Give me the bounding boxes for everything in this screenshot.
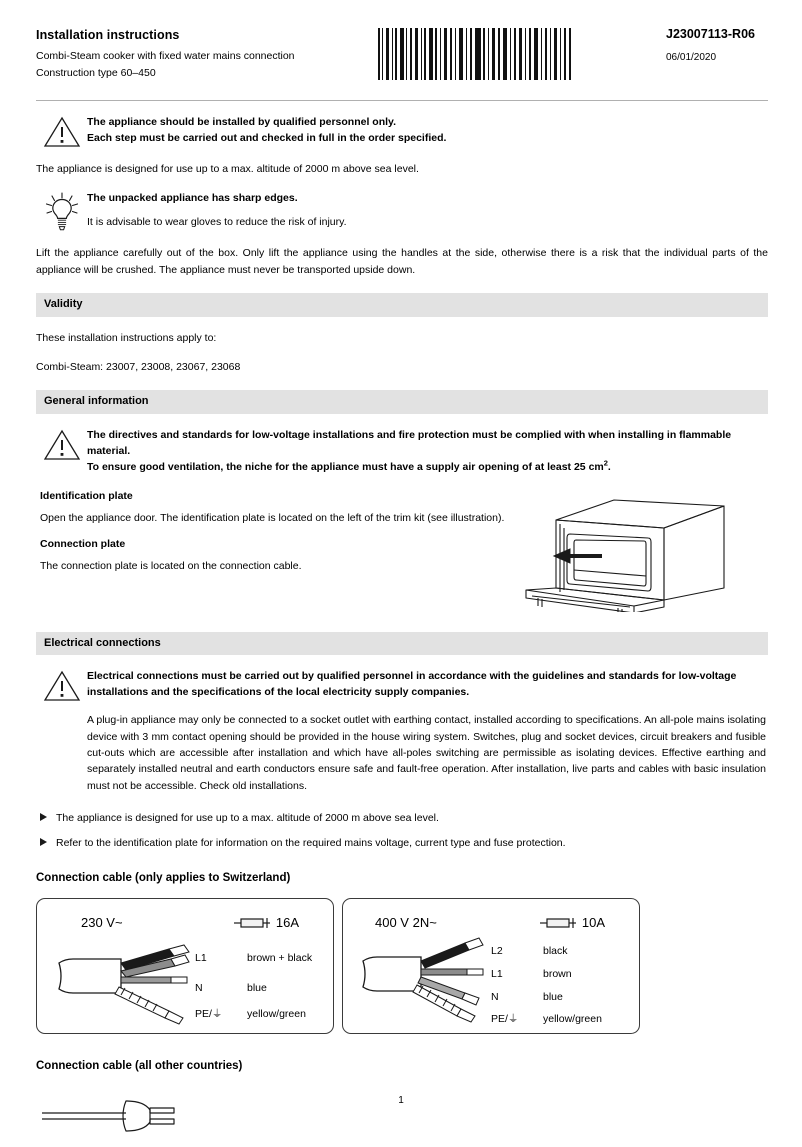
sharp-edges-tip-note [36,191,768,232]
list-item [36,810,768,826]
warning-triangle-icon [36,115,87,148]
cable-legend-row [195,1009,306,1020]
cable-fuse-rating: 10A [581,915,605,931]
cable-legend-tag: L1 [491,968,503,981]
document-number: J23007113-R06 [666,27,755,41]
cable-legend-tag: PE/⏚ [195,1008,223,1021]
connection-cable-switzerland-heading: Connection cable (only applies to Switzerland) [36,872,291,885]
fuse-icon [234,917,270,929]
lightbulb-icon [36,191,87,232]
cable-legend-tag: N [491,991,499,1004]
tip-heading: The unpacked appliance has sharp edges. [87,192,298,205]
validity-models: Combi-Steam: 23007, 23008, 23067, 23068 [36,360,241,373]
altitude-note: The appliance is designed for use up to a max. altitude of 2000 m above sea level. [36,163,419,175]
cable-wires-illustration-230v [47,929,207,1025]
cable-legend-tag: L2 [491,945,503,958]
cable-legend-tag: PE/⏚ [491,1013,519,1026]
ventilation-superscript: 2 [603,458,608,468]
cable-voltage-label: 400 V 2N~ [375,915,437,931]
bullet-text: Refer to the identification plate for information on the required mains voltage, current type and fuse protection. [56,837,566,850]
cable-fuse-group [234,915,299,930]
cable-legend-value: blue [247,982,267,995]
header-title-block [36,26,295,81]
page-title: Installation instructions [36,28,180,42]
bullet-triangle-icon [40,835,56,846]
cable-legend-row [491,1014,602,1025]
intro-warning-note [36,115,768,148]
general-warning-line-1: The directives and standards for low-voltage installations and fire protection must be complied with when installing in flammable material. [87,428,732,457]
general-warning-note [36,428,768,476]
cable-legend-value: brown + black [247,952,313,965]
cable-legend-row [491,946,568,957]
cable-legend-value: blue [543,991,563,1004]
electrical-bullet-list [36,810,768,852]
list-item [36,835,768,851]
cable-wires-illustration-400v [353,929,503,1025]
connection-cable-other-countries-heading: Connection cable (all other countries) [36,1060,243,1073]
connection-plate-text: The connection plate is located on the connection cable. [40,559,302,572]
barcode-container [376,26,572,85]
tip-body: It is advisable to wear gloves to reduce the risk of injury. [87,216,347,229]
general-warning-text [87,428,768,476]
document-subtitle-line-1: Combi-Steam cooker with fixed water mains connection [36,50,295,63]
electrical-warning-text: Electrical connections must be carried out by qualified personnel in accordance with the guidelines and standards for low-voltage installations and the specifications of the local electricity supply companies. [87,670,737,699]
bullet-triangle-icon [40,810,56,821]
section-heading-general-information: General information [36,390,768,414]
warning-triangle-icon [36,428,87,461]
identification-plate-text: Open the appliance door. The identification plate is located on the left of the trim kit (see illustration). [40,511,505,524]
cable-legend-tag: N [195,982,203,995]
intro-warning-text [87,115,768,147]
intro-warning-line-1: The appliance should be installed by qualified personnel only. [87,116,397,128]
intro-warning-line-2: Each step must be carried out and checked in full in the order specified. [87,131,447,144]
identification-plate-heading: Identification plate [40,489,133,502]
cable-legend-value: yellow/green [543,1013,602,1026]
cable-fuse-group [540,915,605,930]
appliance-illustration [506,490,768,617]
cable-legend-row [195,983,267,994]
document-header [36,26,768,90]
cable-legend-value: yellow/green [247,1008,306,1021]
document-subtitle-line-2: Construction type 60–450 [36,66,156,79]
identification-plate-text-column [36,490,506,581]
cable-legend-value: black [543,945,568,958]
cable-voltage-label: 230 V~ [81,915,123,931]
connection-cable-diagrams [36,898,768,1034]
header-divider [36,100,768,101]
section-heading-electrical-connections: Electrical connections [36,632,768,656]
cable-legend-row [491,992,563,1003]
cable-diagram-400v [342,898,640,1034]
general-warning-line-2 [87,460,768,476]
page-number: 1 [398,1095,404,1106]
fuse-icon [540,917,576,929]
sharp-edges-tip-text [87,191,768,231]
section-heading-validity: Validity [36,293,768,317]
bullet-text: The appliance is designed for use up to a max. altitude of 2000 m above sea level. [56,811,439,824]
header-meta-block [636,26,768,63]
ventilation-period: . [607,460,611,473]
ventilation-text: To ensure good ventilation, the niche for the appliance must have a supply air opening of at least 25 cm [87,460,604,473]
validity-intro: These installation instructions apply to: [36,331,217,344]
lifting-instructions: Lift the appliance carefully out of the box. Only lift the appliance using the handles at the side, otherwise there is a risk that the individual parts of the appliance will be crushed. The appliance must never be transported upside down. [36,247,768,276]
cable-legend-tag: L1 [195,952,207,965]
electrical-warning-note [36,669,768,702]
electrical-details-paragraph: A plug-in appliance may only be connected to a socket outlet with earthing contact, installed according to specifications. An all-pole mains isolating device with 3 mm contact opening should be provided in the house wiring system. Switches, plug and socket devices, circuit breakers and fusible cut-outs which are accessible after installation and which have all-poles switching are permissible as isolating devices. Effective earthing and separately installed neutral and earth conductors ensure safe and fault-free operation. After installation, live parts and cables with basic insulation must not be accessible. Check old installations. [87,714,766,792]
barcode-icon [376,28,572,80]
warning-triangle-icon [36,669,87,702]
cable-legend-row [491,969,572,980]
cable-fuse-rating: 16A [275,915,299,931]
connection-plate-heading: Connection plate [40,537,126,550]
document-date: 06/01/2020 [666,52,717,63]
cable-diagram-230v [36,898,334,1034]
cable-legend-row [195,953,312,964]
identification-plate-row [36,490,768,617]
cable-legend-value: brown [543,968,572,981]
